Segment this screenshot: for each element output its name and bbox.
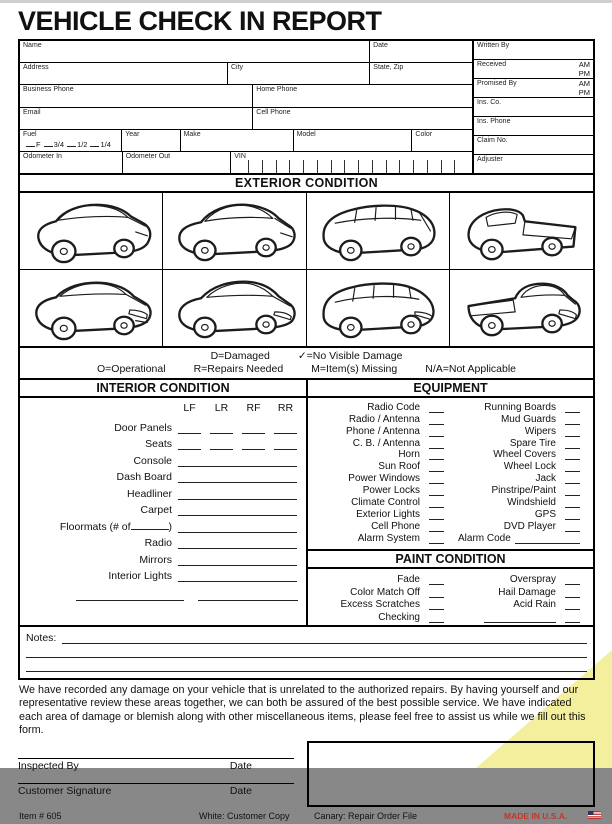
headliner-row: Headliner (20, 483, 298, 500)
condition-code-legend (18, 346, 595, 380)
adjuster-field: Adjuster (477, 156, 503, 163)
promised-by-field: Promised By AM PM (474, 79, 593, 98)
color-field: Color (415, 130, 433, 138)
header-grid (18, 39, 595, 175)
dash-board-row: Dash Board (20, 467, 298, 484)
home-phone-field: Home Phone (256, 86, 298, 94)
console-row: Console (20, 450, 298, 467)
damage-notes-box (307, 741, 595, 807)
received-field: Received AM PM (474, 60, 593, 79)
exterior-condition-header: EXTERIOR CONDITION (18, 173, 595, 193)
seat-position-headers: LF LR RF RR (183, 402, 294, 414)
floormats-row: Floormats (# of ) (20, 516, 298, 533)
notes-section (18, 625, 595, 680)
equipment-section: EQUIPMENT Radio Code Running Boards Radio / Antenna Mud Guards Phone / Antenna Wipers C. B. / Antenna Spare Tire Horn Wheel Covers Sun Roof Wheel Lock Power Windows Jack Power Locks Pinstripe/Paint Climate Control Windshield Exterior Lights GPS Cell Phone DVD Player Alarm System Alarm Code (308, 380, 593, 546)
odometer-in-field: Odometer In (20, 152, 123, 173)
coupe-front-view-diagram (163, 269, 306, 346)
radio-row: Radio (20, 533, 298, 550)
date-field: Date (373, 42, 388, 49)
made-in-usa-label: MADE IN U.S.A. (504, 810, 568, 821)
page-title: VEHICLE CHECK IN REPORT (18, 6, 382, 36)
legend-no-visible-damage: ✓=No Visible Damage (297, 350, 403, 362)
customer-signature-label: Customer Signature (18, 784, 112, 797)
equipment-header: EQUIPMENT (308, 380, 593, 398)
notes-line (26, 644, 587, 658)
paint-condition-section: PAINT CONDITION Fade Overspray Color Match Off Hail Damage Excess Scratches Acid Rain Checking (308, 546, 593, 625)
sedan-front-view-diagram (20, 269, 163, 346)
promised-am-pm: AM PM (578, 79, 590, 97)
cell-phone-field: Cell Phone (256, 108, 291, 116)
coupe-rear-view-diagram (163, 193, 306, 269)
year-field: Year (122, 130, 180, 151)
received-am-pm: AM PM (578, 60, 590, 78)
city-field: City (228, 63, 370, 84)
customer-signature-line (18, 783, 294, 784)
legend-not-applicable: N/A=Not Applicable (425, 362, 516, 375)
seats-row: Seats (20, 434, 298, 451)
notes-label: Notes: (26, 632, 57, 645)
item-number: Item # 605 (19, 810, 62, 821)
pickup-rear-view-diagram (450, 193, 593, 269)
business-phone-field: Business Phone (20, 85, 253, 106)
claim-no-field: Claim No. (474, 136, 593, 155)
legend-operational: O=Operational (96, 362, 166, 375)
notes-line (26, 658, 587, 672)
paint-condition-header: PAINT CONDITION (308, 549, 593, 569)
email-field: Email (20, 108, 253, 129)
door-panels-row: Door Panels (20, 417, 298, 434)
fuel-level-scale: F 3/4 1/2 1/4 (23, 139, 111, 149)
legend-damaged: D=Damaged (210, 350, 270, 362)
inspected-by-signature-line (18, 758, 294, 759)
name-field: Name (20, 41, 370, 62)
written-by-field: Written By (474, 41, 593, 60)
carpet-row: Carpet (20, 500, 298, 517)
fuel-field: Fuel F 3/4 1/2 1/4 (20, 130, 122, 151)
interior-condition-section (20, 380, 308, 625)
vehicle-diagram-grid (18, 191, 595, 348)
minivan-front-view-diagram (307, 269, 450, 346)
vin-field: VIN (231, 152, 472, 173)
state-zip-field: State, Zip (373, 64, 404, 72)
ins-co-field: Ins. Co. (474, 98, 593, 117)
vin-character-ticks (235, 160, 468, 173)
make-field: Make (181, 130, 294, 151)
odometer-out-field: Odometer Out (123, 152, 232, 173)
usa-flag-icon (588, 811, 601, 819)
interior-extra-blank-row (76, 590, 298, 601)
footer (18, 810, 595, 824)
interior-lights-row: Interior Lights (20, 566, 298, 583)
date-label: Date (229, 784, 252, 797)
canary-copy-label: Canary: Repair Order File (314, 810, 418, 821)
address-field: Address (20, 63, 228, 84)
scan-edge (0, 0, 612, 3)
interior-condition-header: INTERIOR CONDITION (20, 380, 306, 398)
minivan-rear-view-diagram (307, 193, 450, 269)
model-field: Model (294, 130, 413, 151)
date-label: Date (229, 759, 252, 772)
sedan-rear-view-diagram (20, 193, 163, 269)
mirrors-row: Mirrors (20, 549, 298, 566)
legend-repairs-needed: R=Repairs Needed (193, 362, 284, 375)
white-copy-label: White: Customer Copy (199, 810, 290, 821)
ins-phone-field: Ins. Phone (474, 117, 593, 136)
pickup-front-view-diagram (450, 269, 593, 346)
alarm-row: Alarm System Alarm Code (308, 532, 593, 544)
disclaimer-text: We have recorded any damage on your vehicle that is unrelated to the authorized repairs. By having yourself and our representative review these areas together, we can both be assured of the best possible service. We have indicated each area of damage or blemish along with other miscellaneous items, please feel free to assist us while we fill out this form. (19, 684, 586, 737)
legend-items-missing: M=Item(s) Missing (311, 362, 398, 375)
signature-block (18, 741, 307, 807)
inspected-by-label: Inspected By (18, 759, 79, 772)
